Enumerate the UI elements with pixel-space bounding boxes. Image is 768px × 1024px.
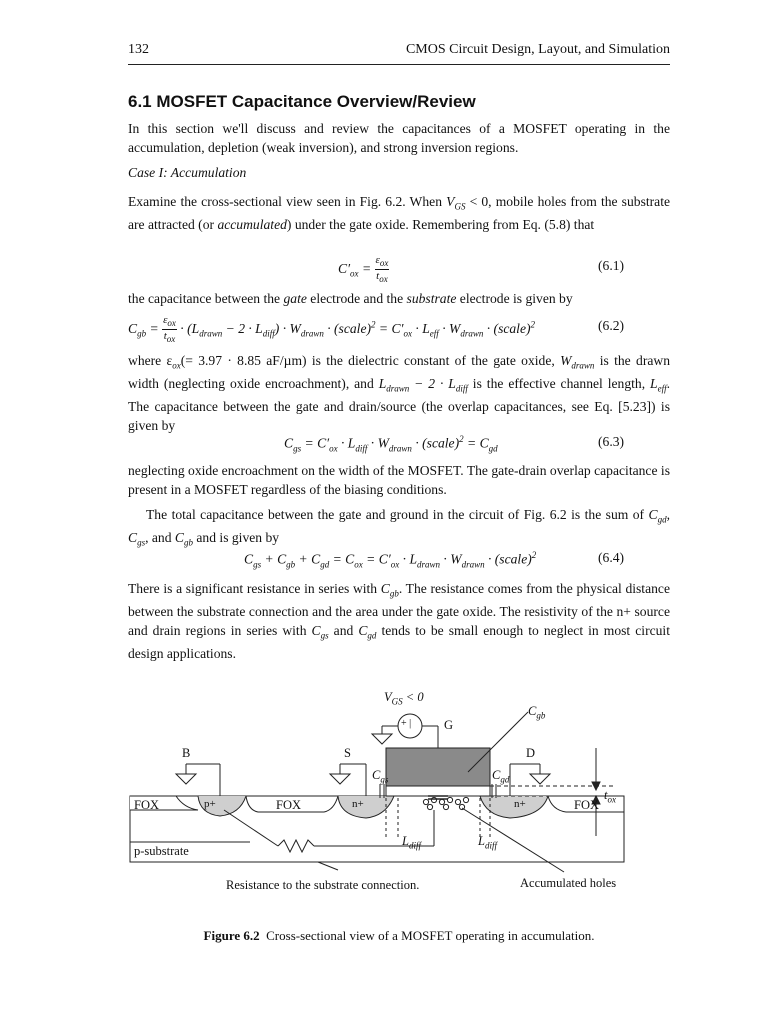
fox-middle-label: FOX — [276, 798, 302, 812]
page-number: 132 — [128, 42, 149, 57]
equation-6-4-number: (6.4) — [598, 550, 625, 565]
substrate-resistor — [278, 840, 314, 852]
cap-text-b: electrode and the — [306, 291, 407, 306]
bulk-terminal-label: B — [182, 746, 191, 760]
equation-6-2: $C_{gb}$ = $\frac{\varepsilon_{ox}}{t_{ox}}$ · $(L_{drawn} - 2 \cdot L_{diff}) \cdot W_{drawn}$ · (scale)$^2$ = $C'_{ox} \cdot L_{eff} \cdot W_{drawn}$ · (scale)$^2$ — [128, 314, 536, 345]
mosfet-cross-section — [128, 686, 670, 898]
source-ground-symbol — [330, 774, 350, 784]
where-paragraph: where $\varepsilon_{ox}(= 3.97 \cdot 8.85$ aF/µm) is the dielectric constant of the gate oxide, $W_{drawn}$ is the drawn width (neglecting oxide encroachment), and $L_{drawn} - 2 \cdot L_{diff}$ is the effective channel length, $L_{eff}$. The capacitance between the gate and drain/source (the overlap capacitances, see Eq. [5.23]) is given by — [128, 353, 670, 433]
ldiff-left-label: $L_{diff}$ — [402, 834, 421, 851]
cgs-label: $C_{gs}$ — [372, 768, 389, 785]
where-text-e: . The capacitance between the gate and drain/source (the overlap capacitances, see Eq. [5.23]) is given by — [128, 376, 670, 433]
resistance-note: Resistance to the substrate connection. — [226, 878, 420, 892]
n-plus-left-label: n+ — [352, 798, 364, 810]
gate-ground-symbol — [372, 734, 392, 744]
cap-text-substrate: substrate — [406, 291, 457, 306]
where-text-b: (= 3.97 · 8.85 aF/µm) is the dielectric constant of the gate oxide, — [180, 353, 561, 368]
p-plus-label: p+ — [204, 798, 216, 810]
caption-text: Cross-sectional view of a MOSFET operating in accumulation. — [266, 928, 595, 943]
bulk-ground-symbol — [176, 774, 196, 784]
running-header — [128, 40, 670, 65]
equation-6-1-number: (6.1) — [598, 258, 625, 273]
equation-6-1: $C'_{ox}$ = $\frac{\varepsilon_{ox}}{t_{ox}}$ — [338, 254, 389, 285]
capacitance-between-paragraph — [128, 290, 670, 309]
caption-label: Figure 6.2 — [203, 928, 260, 943]
figure-6-2 — [128, 686, 670, 898]
equation-6-2-number: (6.2) — [598, 318, 625, 333]
cap-text-a: the capacitance between the — [128, 291, 284, 306]
gate-oxide — [386, 786, 490, 796]
where-text-d: is the effective channel length, — [467, 376, 651, 392]
gate-terminal-label: G — [444, 718, 454, 732]
total-text-a: The total capacitance between the gate and ground in the circuit of Fig. 6.2 is the sum of — [146, 507, 649, 522]
resistance-text-d: tends to be small enough to neglect in most circuit design applications. — [128, 622, 670, 661]
neglecting-paragraph: neglecting oxide encroachment on the width of the MOSFET. The gate-drain overlap capacitance is present in a MOSFET regardless of the biasing conditions. — [128, 463, 670, 497]
where-text-c: is the drawn width (neglecting oxide encroachment), and — [128, 353, 670, 392]
cap-text-c: electrode is given by — [456, 291, 573, 306]
substrate-label: p-substrate — [134, 844, 189, 858]
examine-accumulated: accumulated — [217, 217, 287, 233]
intro-paragraph: In this section we'll discuss and review the capacitances of a MOSFET operating in the accumulation, depletion (weak inversion), and strong inversion regions. — [128, 121, 670, 155]
case-heading: Case I: Accumulation — [128, 165, 247, 180]
drain-terminal-label: D — [526, 746, 536, 760]
fox-left-label: FOX — [134, 798, 160, 812]
examine-text-c: ) under the gate oxide. Remembering from Eq. (5.8) that — [286, 217, 595, 233]
resistance-text-a: There is a significant resistance in series with — [128, 581, 381, 596]
resistance-paragraph: There is a significant resistance in series with $C_{gb}$. The resistance comes from the physical distance between the substrate connection and the area under the gate oxide. The resistivity of the n+ source and drain regions in series with $C_{gs}$ and $C_{gd}$ tends to be small enough to neglect in most circuit design applications. — [128, 581, 670, 661]
fox-right-label: FOX — [574, 798, 600, 812]
cap-text-gate: gate — [283, 291, 307, 306]
source-symbol-label: + | — [401, 718, 412, 729]
total-capacitance-paragraph: The total capacitance between the gate and ground in the circuit of Fig. 6.2 is the sum of $C_{gd}$, $C_{gs}$, and $C_{gb}$ and is given by — [128, 507, 670, 548]
equation-6-3: $C_{gs} = C'_{ox} \cdot L_{diff} \cdot W_{drawn}$ · (scale)$^2$ = $C_{gd}$ — [284, 434, 498, 454]
resistance-text-b: . The resistance comes from the physical distance between the substrate connection and the area under the gate oxide. The resistivity of the n+ source and drain regions in series with — [128, 581, 670, 638]
tox-label: $t_{ox}$ — [604, 788, 616, 805]
total-text-b: and — [151, 530, 175, 546]
equation-6-4: $C_{gs} + C_{gb} + C_{gd} = C_{ox} = C'_{ox} \cdot L_{drawn} \cdot W_{drawn}$ · (scale)$^2$ — [244, 550, 537, 570]
ldiff-right-label: $L_{diff}$ — [478, 834, 497, 851]
total-text-c: and is given by — [193, 530, 280, 546]
holes-note: Accumulated holes — [520, 876, 617, 890]
cgd-label: $C_{gd}$ — [492, 768, 510, 785]
equation-6-3-number: (6.3) — [598, 434, 625, 449]
examine-paragraph: Examine the cross-sectional view seen in Fig. 6.2. When $V_{GS} < 0$, mobile holes from the substrate are attracted (or accumulated) under the gate oxide. Remembering from Eq. (5.8) that — [128, 194, 671, 233]
n-plus-right-label: n+ — [514, 798, 526, 810]
figure-caption — [128, 928, 670, 944]
resistance-text-c: and — [328, 622, 359, 638]
poly-gate — [386, 748, 490, 786]
examine-text-a: Examine the cross-sectional view seen in Fig. 6.2. When — [128, 194, 447, 209]
where-text-a: where ε — [128, 353, 173, 368]
cgb-label: $C_{gb}$ — [528, 704, 546, 721]
examine-text-b: < 0, mobile holes from the substrate are attracted (or — [128, 194, 671, 233]
drain-ground-symbol — [530, 774, 550, 784]
source-terminal-label: S — [344, 746, 351, 760]
section-title: 6.1 MOSFET Capacitance Overview/Review — [128, 92, 476, 111]
vgs-label: $V_{GS} < 0$ — [384, 690, 424, 707]
running-title: CMOS Circuit Design, Layout, and Simulation — [405, 42, 670, 57]
